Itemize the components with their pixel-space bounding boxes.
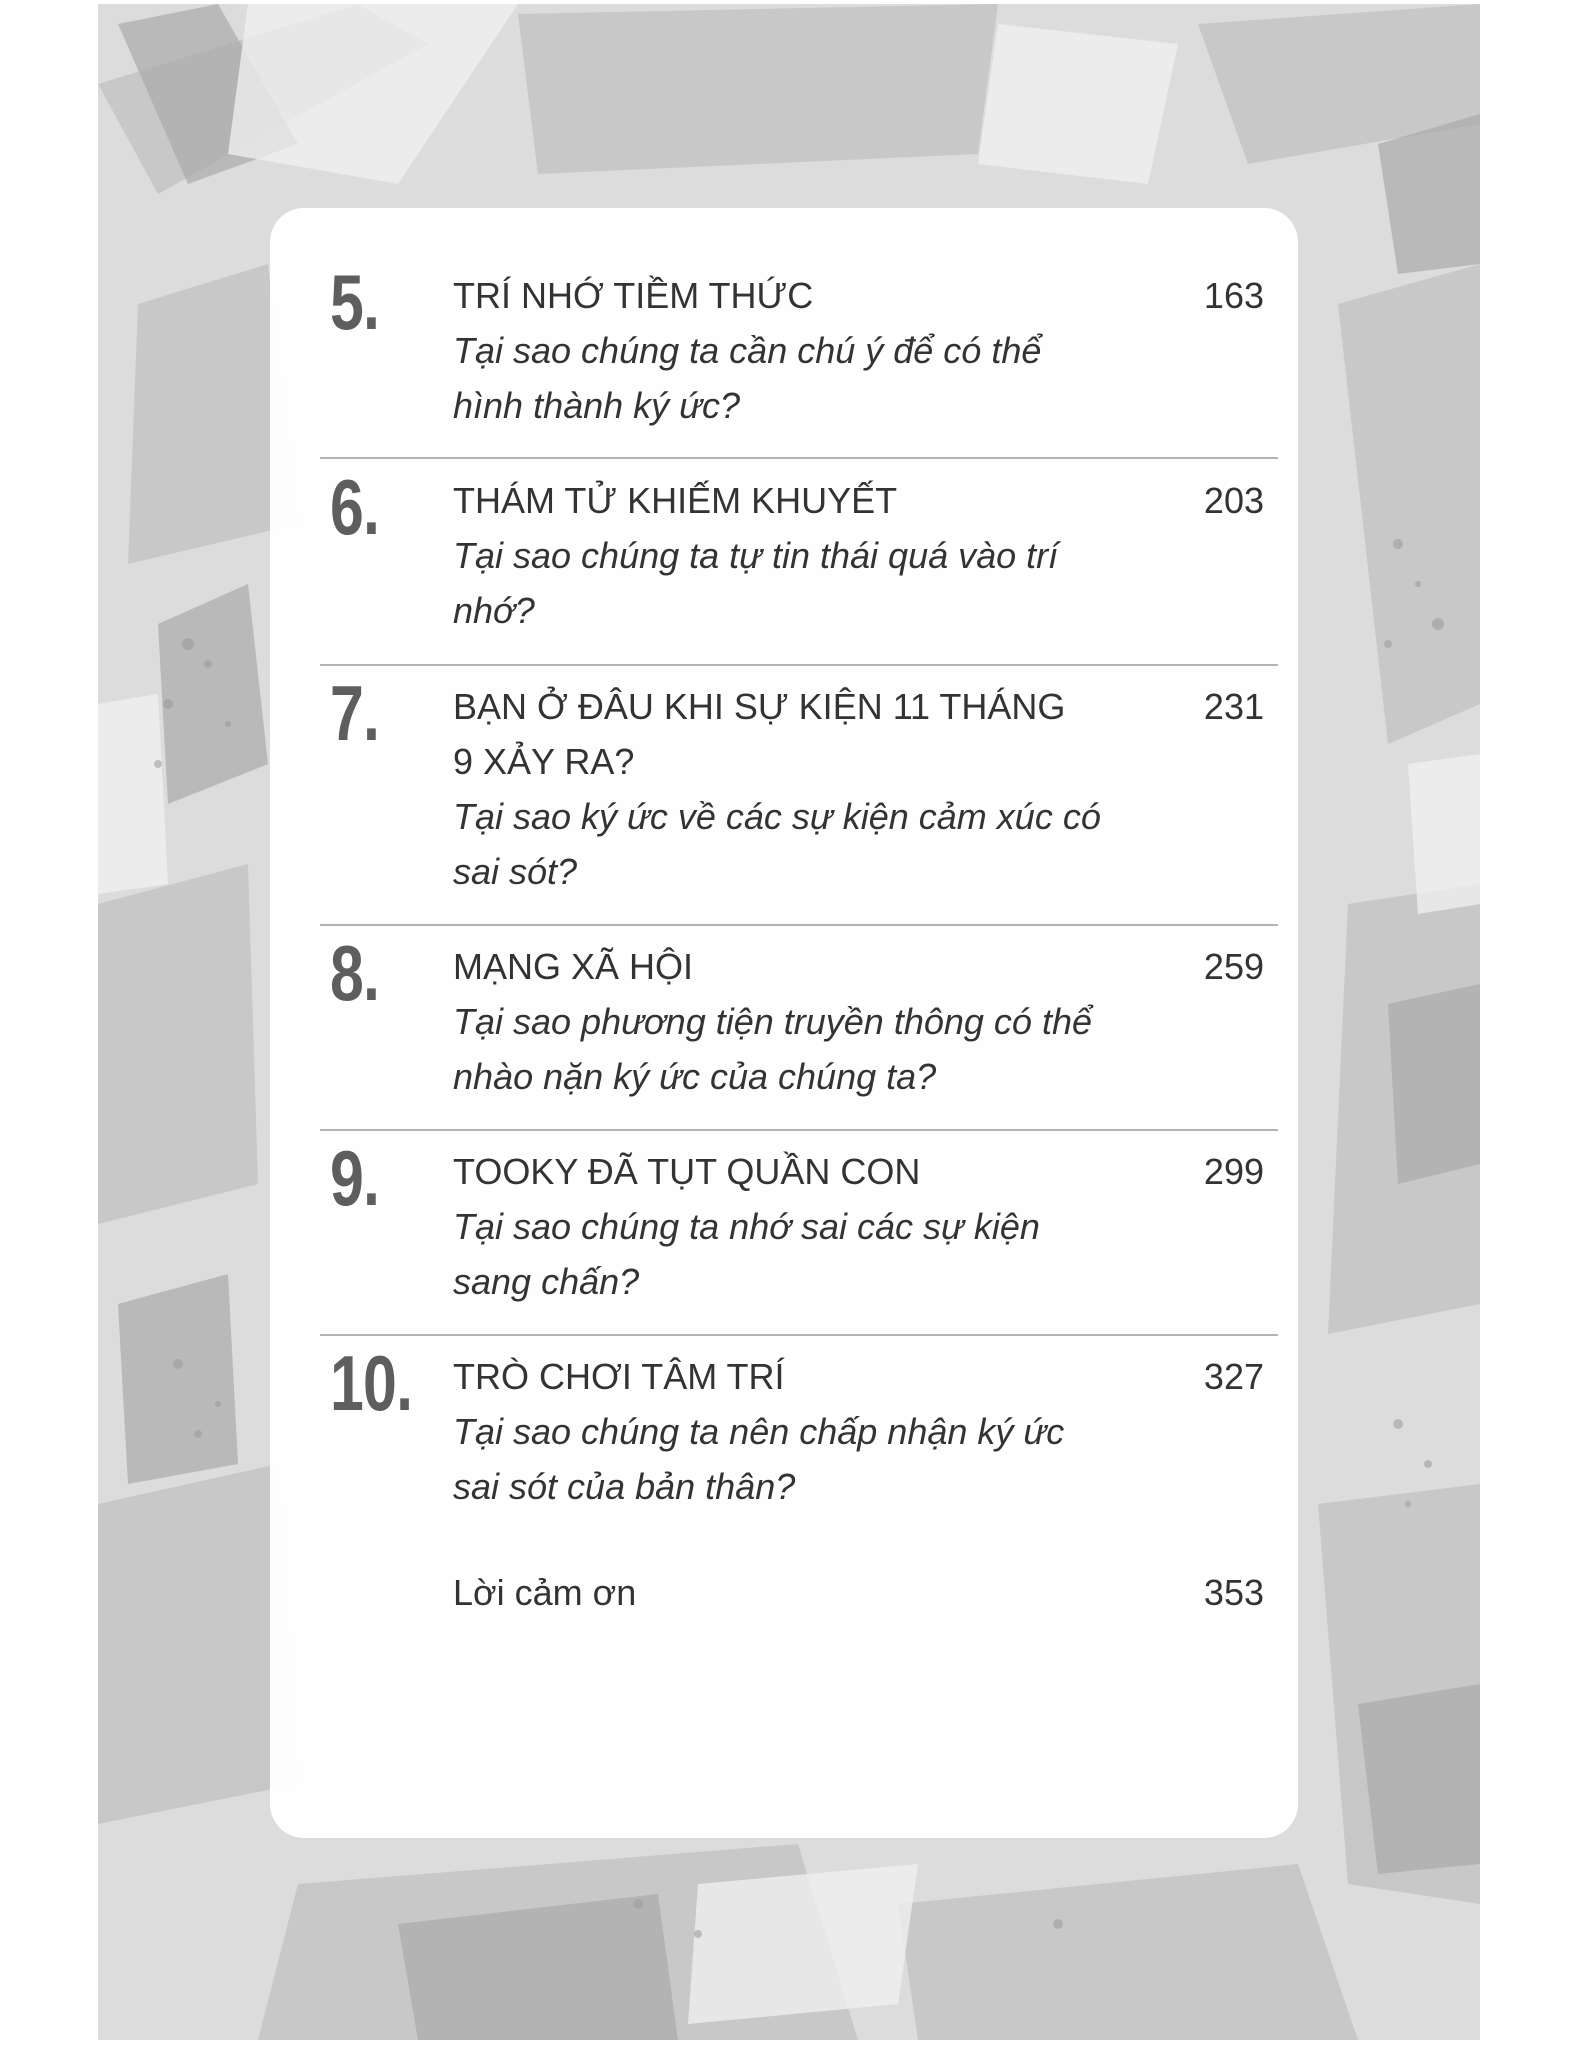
chapter-title: TOOKY ĐÃ TỤT QUẦN CON xyxy=(453,1151,921,1192)
chapter-page-number: 231 xyxy=(1203,686,1264,727)
chapter-title: THÁM TỬ KHIẾM KHUYẾT xyxy=(453,480,898,521)
chapter-title: BẠN Ở ĐÂU KHI SỰ KIỆN 11 THÁNG 9 XẢY RA? xyxy=(453,686,1066,782)
chapter-title: MẠNG XÃ HỘI xyxy=(453,946,694,987)
chapter-subtitle: Tại sao chúng ta nhớ sai các sự kiện sang chấn? xyxy=(453,1206,1040,1302)
chapter-page-number: 203 xyxy=(1203,480,1264,521)
divider xyxy=(320,1334,1278,1336)
divider xyxy=(320,924,1278,926)
chapter-subtitle: Tại sao chúng ta tự tin thái quá vào trí nhớ? xyxy=(453,535,1059,631)
chapter-subtitle: Tại sao phương tiện truyền thông có thể nhào nặn ký ức của chúng ta? xyxy=(453,1001,1092,1097)
chapter-number: 7. xyxy=(330,669,380,757)
chapter-page-number: 163 xyxy=(1203,275,1264,316)
chapter-page-number: 259 xyxy=(1203,946,1264,987)
divider xyxy=(320,664,1278,666)
chapter-title: TRÒ CHƠI TÂM TRÍ xyxy=(453,1356,785,1397)
table-of-contents-panel xyxy=(270,208,1298,1838)
acknowledgements-title: Lời cảm ơn xyxy=(453,1572,637,1613)
chapter-title: TRÍ NHỚ TIỀM THỨC xyxy=(453,275,814,316)
chapter-number: 6. xyxy=(330,463,380,551)
chapter-subtitle: Tại sao chúng ta nên chấp nhận ký ức sai sót của bản thân? xyxy=(453,1411,1065,1507)
chapter-number: 9. xyxy=(330,1134,380,1222)
chapter-page-number: 299 xyxy=(1203,1151,1264,1192)
chapter-number: 10. xyxy=(330,1339,413,1427)
divider xyxy=(320,1129,1278,1131)
chapter-number: 5. xyxy=(330,258,380,346)
divider xyxy=(320,457,1278,459)
chapter-number: 8. xyxy=(330,929,380,1017)
chapter-page-number: 327 xyxy=(1203,1356,1264,1397)
chapter-subtitle: Tại sao ký ức về các sự kiện cảm xúc có sai sót? xyxy=(453,796,1101,892)
chapter-subtitle: Tại sao chúng ta cần chú ý để có thể hình thành ký ức? xyxy=(453,330,1042,426)
acknowledgements-page-number: 353 xyxy=(1203,1572,1264,1613)
